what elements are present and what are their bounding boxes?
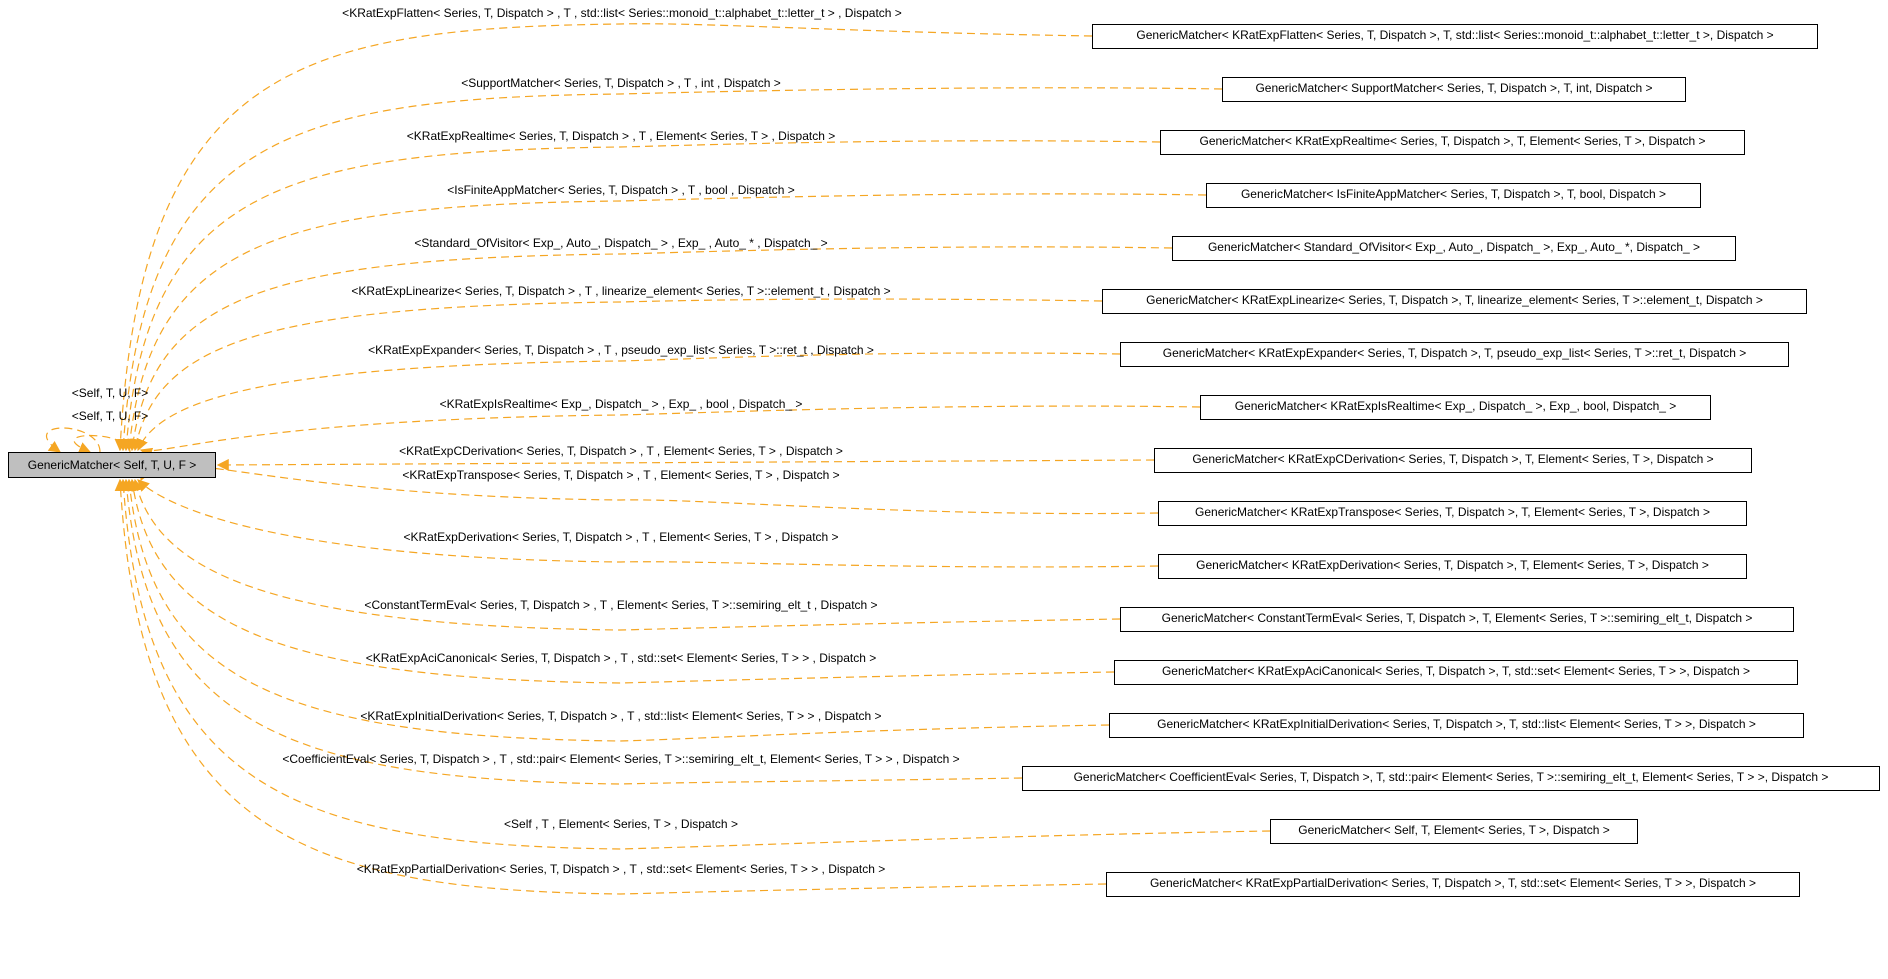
derived-node-label: GenericMatcher< KRatExpExpander< Series, T, Dispatch >, T, pseudo_exp_list< Series, T >::ret_t, Dispatch > bbox=[1162, 346, 1747, 360]
edge-label: <KRatExpExpander< Series, T, Dispatch > , T , pseudo_exp_list< Series, T >::ret_t , Dispatch > bbox=[368, 343, 874, 357]
edge-label: <Self , T , Element< Series, T > , Dispatch > bbox=[504, 817, 738, 831]
derived-node[interactable] bbox=[1022, 766, 1880, 791]
root-node-label: GenericMatcher< Self, T, U, F > bbox=[27, 458, 197, 472]
edge-label: <KRatExpPartialDerivation< Series, T, Dispatch > , T , std::set< Element< Series, T > > , Dispatch > bbox=[356, 862, 886, 876]
edge-label: <KRatExpIsRealtime< Exp_, Dispatch_ > , Exp_ , bool , Dispatch_ > bbox=[439, 397, 803, 411]
edge-label: <KRatExpDerivation< Series, T, Dispatch > , T , Element< Series, T > , Dispatch > bbox=[403, 530, 839, 544]
derived-node-label: GenericMatcher< KRatExpLinearize< Series, T, Dispatch >, T, linearize_element< Series, T >::element_t, Dispatch > bbox=[1146, 293, 1763, 307]
derived-node[interactable] bbox=[1222, 77, 1686, 102]
derived-node-label: GenericMatcher< KRatExpTranspose< Series, T, Dispatch >, T, Element< Series, T >, Dispatch > bbox=[1195, 505, 1710, 519]
edge-label: <KRatExpTranspose< Series, T, Dispatch > , T , Element< Series, T > , Dispatch > bbox=[402, 468, 840, 482]
inheritance-edge bbox=[218, 460, 1154, 465]
derived-node[interactable] bbox=[1172, 236, 1736, 261]
derived-node[interactable] bbox=[1158, 554, 1747, 579]
edge-label: <KRatExpAciCanonical< Series, T, Dispatch > , T , std::set< Element< Series, T > > , Dispatch > bbox=[365, 651, 877, 665]
derived-node[interactable] bbox=[1206, 183, 1701, 208]
edge-label: <Standard_OfVisitor< Exp_, Auto_, Dispatch_ > , Exp_ , Auto_ * , Dispatch_ > bbox=[414, 236, 828, 250]
edge-label: <KRatExpRealtime< Series, T, Dispatch > , T , Element< Series, T > , Dispatch > bbox=[406, 129, 836, 143]
derived-node-label: GenericMatcher< IsFiniteAppMatcher< Series, T, Dispatch >, T, bool, Dispatch > bbox=[1240, 187, 1667, 201]
edge-label: <KRatExpFlatten< Series, T, Dispatch > , T , std::list< Series::monoid_t::alphabet_t::letter_t > , Dispatch > bbox=[342, 6, 902, 20]
edge-label: <KRatExpLinearize< Series, T, Dispatch > , T , linearize_element< Series, T >::element_t , Dispatch > bbox=[351, 284, 891, 298]
edge-label: <ConstantTermEval< Series, T, Dispatch > , T , Element< Series, T >::semiring_elt_t , Dispatch > bbox=[364, 598, 878, 612]
derived-node[interactable] bbox=[1154, 448, 1752, 473]
derived-node-label: GenericMatcher< KRatExpCDerivation< Series, T, Dispatch >, T, Element< Series, T >, Dispatch > bbox=[1192, 452, 1714, 466]
self-edge-label: <Self, T, U, F> bbox=[71, 409, 149, 423]
derived-node-label: GenericMatcher< CoefficientEval< Series, T, Dispatch >, T, std::pair< Element< Series, T >::semiring_elt_t, Element< Series, T > >, Dispatch > bbox=[1073, 770, 1829, 784]
self-edge-label: <Self, T, U, F> bbox=[71, 386, 149, 400]
derived-node[interactable] bbox=[1160, 130, 1745, 155]
inheritance-edge bbox=[138, 480, 1158, 567]
derived-node-label: GenericMatcher< SupportMatcher< Series, T, Dispatch >, T, int, Dispatch > bbox=[1255, 81, 1653, 95]
edge-label: <SupportMatcher< Series, T, Dispatch > , T , int , Dispatch > bbox=[461, 76, 781, 90]
derived-node-label: GenericMatcher< Self, T, Element< Series, T >, Dispatch > bbox=[1298, 823, 1610, 837]
derived-node[interactable] bbox=[1120, 342, 1789, 367]
self-edge bbox=[74, 436, 130, 453]
derived-node-label: GenericMatcher< KRatExpFlatten< Series, T, Dispatch >, T, std::list< Series::monoid_t::alphabet_t::letter_t >, Dispatch > bbox=[1136, 28, 1774, 42]
derived-node[interactable] bbox=[1200, 395, 1711, 420]
derived-node-label: GenericMatcher< Standard_OfVisitor< Exp_, Auto_, Dispatch_ >, Exp_, Auto_ *, Dispatch_ > bbox=[1207, 240, 1701, 254]
derived-node-label: GenericMatcher< KRatExpDerivation< Series, T, Dispatch >, T, Element< Series, T >, Dispatch > bbox=[1196, 558, 1709, 572]
derived-node-label: GenericMatcher< KRatExpRealtime< Series, T, Dispatch >, T, Element< Series, T >, Dispatch > bbox=[1199, 134, 1706, 148]
derived-node[interactable] bbox=[1120, 607, 1794, 632]
derived-node-label: GenericMatcher< KRatExpPartialDerivation< Series, T, Dispatch >, T, std::set< Element< Series, T > >, Dispatch > bbox=[1149, 876, 1757, 890]
inheritance-edge bbox=[126, 480, 1022, 784]
derived-node[interactable] bbox=[1158, 501, 1747, 526]
derived-node[interactable] bbox=[1270, 819, 1638, 844]
self-edge bbox=[46, 428, 100, 452]
derived-node-label: GenericMatcher< KRatExpAciCanonical< Series, T, Dispatch >, T, std::set< Element< Series, T > >, Dispatch > bbox=[1161, 664, 1751, 678]
derived-node[interactable] bbox=[1109, 713, 1804, 738]
edge-label: <KRatExpCDerivation< Series, T, Dispatch > , T , Element< Series, T > , Dispatch > bbox=[399, 444, 843, 458]
edge-label: <CoefficientEval< Series, T, Dispatch > , T , std::pair< Element< Series, T >::semiring_elt_t, Element< Series, T > > , Dispatch > bbox=[282, 752, 960, 766]
derived-node-label: GenericMatcher< KRatExpInitialDerivation< Series, T, Dispatch >, T, std::list< Element< Series, T > >, Dispatch > bbox=[1157, 717, 1756, 731]
inheritance-edge bbox=[135, 299, 1102, 450]
edge-label: <IsFiniteAppMatcher< Series, T, Dispatch > , T , bool , Dispatch > bbox=[447, 183, 795, 197]
derived-node[interactable] bbox=[1102, 289, 1807, 314]
derived-node[interactable] bbox=[1106, 872, 1800, 897]
derived-node-label: GenericMatcher< KRatExpIsRealtime< Exp_, Dispatch_ >, Exp_, bool, Dispatch_ > bbox=[1234, 399, 1677, 413]
derived-node[interactable] bbox=[1092, 24, 1818, 49]
derived-node-label: GenericMatcher< ConstantTermEval< Series, T, Dispatch >, T, Element< Series, T >::semiring_elt_t, Dispatch > bbox=[1161, 611, 1753, 625]
root-node[interactable] bbox=[8, 452, 216, 478]
inheritance-edge bbox=[129, 194, 1206, 450]
derived-node[interactable] bbox=[1114, 660, 1798, 685]
edge-label: <KRatExpInitialDerivation< Series, T, Dispatch > , T , std::list< Element< Series, T > > , Dispatch > bbox=[360, 709, 882, 723]
